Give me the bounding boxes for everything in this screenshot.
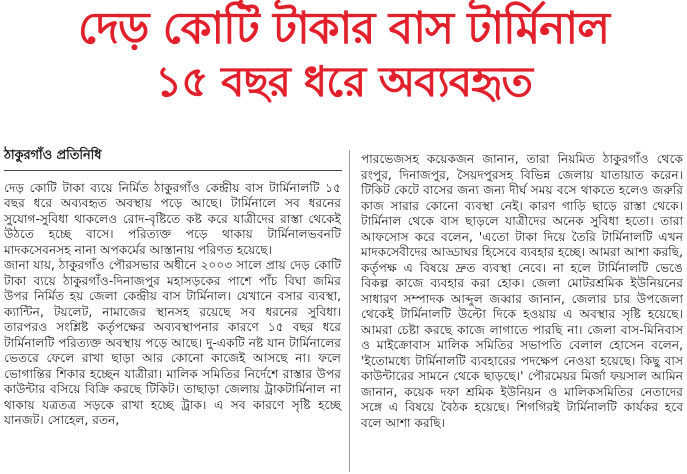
column-divider <box>349 150 350 472</box>
body-paragraph-1: দেড় কোটি টাকা ব্যয়ে নির্মিত ঠাকুরগাঁও কেন্দ্রীয় বাস টার্মিনালটি ১৫ বছর ধরে অব্যবহৃত অবস্থায় পড়ে আছে। টার্মিনালে সব ধরনের সুযোগ-সুবিধা থাকলেও রোদ-বৃষ্টিতে কষ্ট করে যাত্রীদের রাস্তা থেকেই উঠতে হচ্ছে বাসে। পরিত্যক্ত পড়ে থাকায় টার্মিনালভবনটি মাদকসেবনসহ নানা অপকর্মের আস্তানায় পরিণত হয়েছে। <box>4 180 341 257</box>
headline <box>0 2 687 108</box>
headline-line-2: ১৫ বছর ধরে অব্যবহৃত <box>154 57 533 106</box>
article-column-right <box>361 152 683 431</box>
body-paragraph-3: পারভেজসহ কয়েকজন জানান, তারা নিয়মিত ঠাকুরগাঁও থেকে রংপুর, দিনাজপুর, সৈয়দপুরসহ বিভিন্ন জেলায় যাতায়াত করেন। টিকিট কেটে বাসের জন্য জন্য দীর্ঘ সময় বসে থাকতে হলেও জরুরি কাজ সারার কোনো ব্যবস্থা নেই। কারণ গাড়ি ছাড়ে রাস্তা থেকে। টার্মিনাল থেকে বাস ছাড়লে যাত্রীদের অনেক সুবিধা হতো। তারা আফসোস করে বলেন, 'এতো টাকা দিয়ে তৈরি টার্মিনালটি এখন মাদকসেবীদের আড্ডাঘর হিসেবে ব্যবহার হচ্ছে। আমরা আশা করছি, কর্তৃপক্ষ এ বিষয়ে দ্রুত ব্যবস্থা নেবে। না হলে টার্মিনালটি ভেঙে বিকল্প কাজে ব্যবহার করা হোক। জেলা মোটরশ্রমিক ইউনিয়নের সাধারণ সম্পাদক আব্দুল জব্বার জানান, জেলার চার উপজেলা থেকেই টার্মিনালটি উল্টো দিকে হওয়ায় এ অবস্থার সৃষ্টি হয়েছে। আমরা চেষ্টা করছে কাজে লাগাতে পারছি না। জেলা বাস-মিনিবাস ও মাইক্রোবাস মালিক সমিতির সভাপতি বেলাল হোসেন বলেন, 'ইতোমধ্যে টার্মিনালটি ব্যবহারের পদক্ষেপ নেওয়া হয়েছে। কিছু বাস কাউন্টারের সামনে থেকে ছাড়ছে।' পৌরমেয়র মির্জা ফয়সাল আমিন জানান, কয়েক দফা শ্রমিক ইউনিয়ন ও মালিকসমিতির নেতাদের সঙ্গে এ বিষয়ে বৈঠক হয়েছে। শিগগিরই টার্মিনালটি কার্যকর হবে বলে আশা করছি। <box>361 152 683 430</box>
body-paragraph-2: জানা যায়, ঠাকুরগাঁও পৌরসভার অধীনে ২০০৩ সালে প্রায় দেড় কোটি টাকা ব্যয়ে ঠাকুরগাঁও-দিনাজপুর মহাসড়কের পাশে পাঁচ বিঘা জমির উপর নির্মিত হয় জেলা কেন্দ্রীয় বাস টার্মিনাল। যেখানে বসার ব্যবস্থা, ক্যান্টিন, টয়লেট, নামাজের স্থানসহ রয়েছে সব ধরনের সুবিধা। তারপরও সংশ্লিষ্ট কর্তৃপক্ষের অব্যবস্থাপনার কারণে ১৫ বছর ধরে টার্মিনালটি পরিত্যক্ত অবস্থায় পড়ে আছে। দু-একটি নষ্ট যান টার্মিনালের ভেতরে ফেলে রাখা ছাড়া আর কোনো কাজেই আসছে না। ফলে ভোগান্তির শিকার হচ্ছেন যাত্রীরা। মালিক সমিতির নির্দেশে রাস্তার উপর কাউন্টার বসিয়ে বিক্রি করছে টিকিট। তাছাড়া জেলায় ট্রাকটার্মিনাল না থাকায় যত্রতত্র সড়কে রাখা হচ্ছে ট্রাক। এ সব কারণে সৃষ্টি হচ্ছে যানজট। সোহেল, রতন, <box>4 258 341 427</box>
headline-line-1: দেড় কোটি টাকার বাস টার্মিনাল <box>78 3 609 54</box>
byline: ঠাকুরগাঁও প্রতিনিধি <box>4 148 102 163</box>
article-column-left <box>4 148 341 429</box>
byline-rule <box>4 170 342 171</box>
